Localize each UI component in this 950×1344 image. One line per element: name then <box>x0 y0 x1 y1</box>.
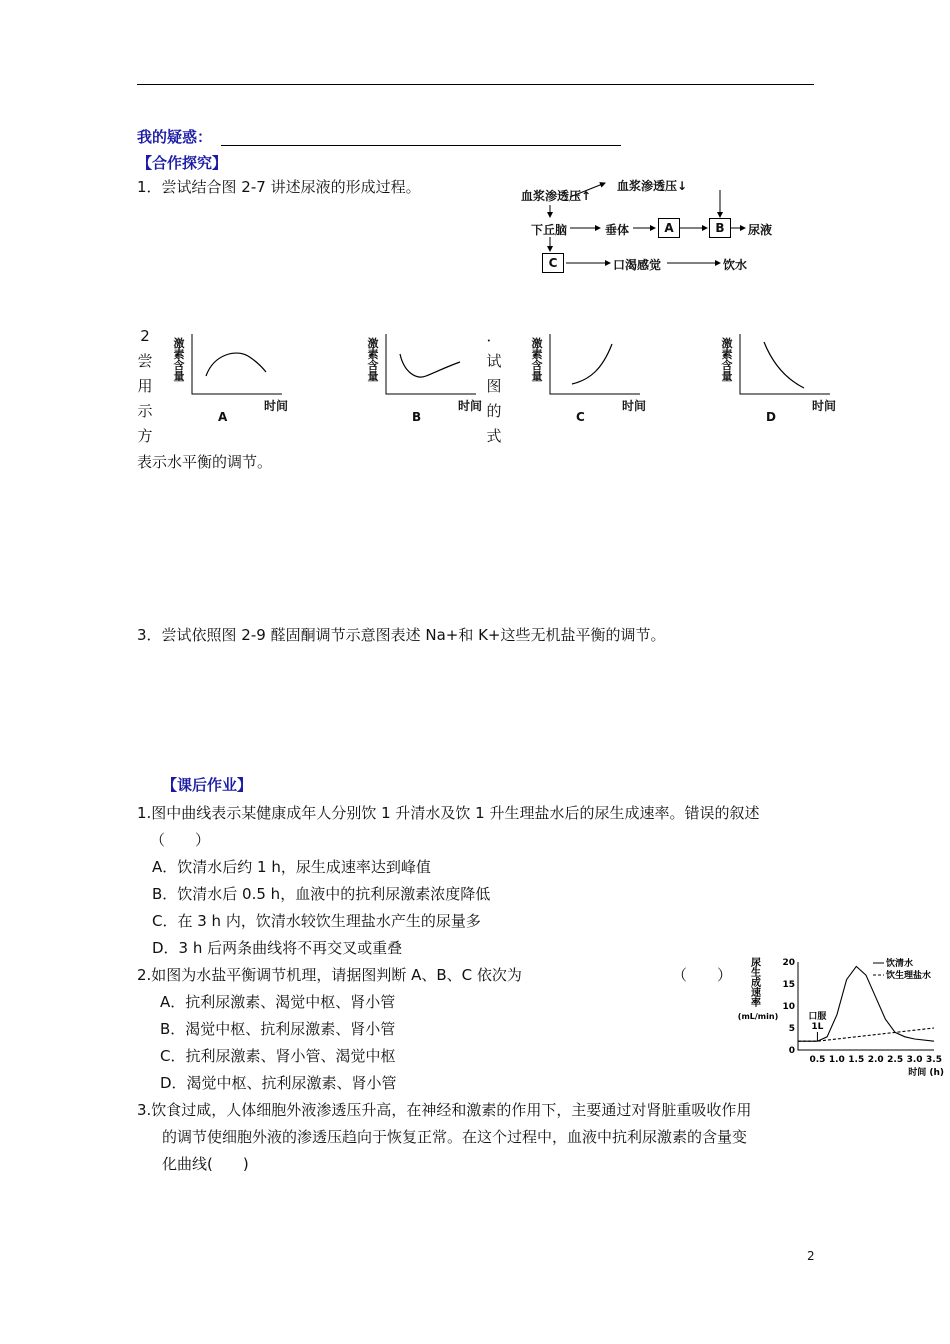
y-tick-label: 20 <box>782 958 795 968</box>
y-tick-label: 5 <box>788 1024 795 1034</box>
annotation-line-2: 1L <box>811 1022 824 1032</box>
hormone-chart-ylabel: 激素含量 <box>367 337 379 383</box>
thirst-label: 口渴感觉 <box>613 258 662 272</box>
hypothalamus-label: 下丘脑 <box>531 223 568 237</box>
q2-left-char-0: 2 <box>140 327 150 345</box>
hw-q1-option-a: A．饮清水后约 1 h，尿生成速率达到峰值 <box>152 858 431 876</box>
x-tick-label: 2.5 <box>887 1055 904 1065</box>
hw-q1-option-b: B．饮清水后 0.5 h，血液中的抗利尿激素浓度降低 <box>152 885 491 903</box>
x-tick-label: 3.5 <box>926 1055 942 1065</box>
doubt-label: 我的疑惑： <box>137 128 213 146</box>
hormone-chart-ylabel: 激素含量 <box>173 337 185 383</box>
box-c: C <box>542 253 564 273</box>
q2-right-char-1: 试 <box>486 352 502 370</box>
hormone-curve <box>400 354 460 377</box>
y-axis-label-char: 率 <box>751 998 761 1009</box>
x-tick-label: 2.0 <box>867 1055 884 1065</box>
hw-q2-option-d: D．渴觉中枢、抗利尿激素、肾小管 <box>160 1074 397 1092</box>
question-3: 3．尝试依照图 2-9 醛固酮调节示意图表述 Na+和 K+这些无机盐平衡的调节。 <box>137 626 666 644</box>
x-axis-label: 时间 (h) <box>908 1068 944 1078</box>
question-1: 1．尝试结合图 2-7 讲述尿液的形成过程。 <box>137 178 421 196</box>
y-tick-label: 15 <box>782 980 795 990</box>
hormone-chart-ylabel: 激素含量 <box>531 337 543 383</box>
x-tick-label: 0.5 <box>809 1055 826 1065</box>
hormone-chart-label: C <box>576 410 585 424</box>
hw-q2-line: 2.如图为水盐平衡调节机理，请据图判断 A、B、C 依次为 <box>137 966 522 984</box>
y-axis-label-char: 尿 <box>751 958 761 969</box>
urine-rate-chart <box>738 952 946 1080</box>
legend-label-0: 饮清水 <box>886 959 914 969</box>
hormone-chart-axes <box>386 334 476 394</box>
page-number: 2 <box>807 1249 815 1263</box>
hormone-chart-label: A <box>218 410 228 424</box>
urine-label: 尿液 <box>748 223 773 237</box>
hormone-chart-axes <box>550 334 640 394</box>
hormone-chart-xlabel: 时间 <box>812 399 837 413</box>
q2-right-char-4: 式 <box>486 427 502 445</box>
y-axis-unit: (mL/min) <box>738 1012 779 1021</box>
hormone-chart-xlabel: 时间 <box>458 399 483 413</box>
hw-q1-line1: 1.图中曲线表示某健康成年人分别饮 1 升清水及饮 1 升生理盐水后的尿生成速率。错误的叙述 <box>137 804 760 822</box>
q2-right-char-2: 图 <box>486 377 502 395</box>
hormone-chart-C <box>530 334 650 426</box>
y-axis-label-char: 速 <box>751 988 761 999</box>
hw-q1-option-d: D．3 h 后两条曲线将不再交叉或重叠 <box>152 939 403 957</box>
q2-right-char-0: ． <box>486 327 502 345</box>
q2-left-char-3: 示 <box>137 402 153 420</box>
hormone-chart-xlabel: 时间 <box>264 399 289 413</box>
header-rule <box>137 84 814 85</box>
hormone-chart-D <box>720 334 840 426</box>
hw-q3-line1: 3.饮食过咸，人体细胞外液渗透压升高，在神经和激素的作用下，主要通过对肾脏重吸收作用 <box>137 1101 752 1119</box>
q2-right-char-3: 的 <box>486 402 502 420</box>
q2-vertical-right <box>486 324 502 449</box>
hormone-curve <box>764 342 804 388</box>
flow-diagram <box>515 175 785 275</box>
hw-q1-option-c: C．在 3 h 内，饮清水较饮生理盐水产生的尿量多 <box>152 912 481 930</box>
x-tick-label: 3.0 <box>906 1055 923 1065</box>
hw-q1-line2: （ ） <box>150 831 211 849</box>
x-tick-label: 1.0 <box>828 1055 845 1065</box>
legend-label-1: 饮生理盐水 <box>886 971 932 981</box>
hormone-chart-label: B <box>412 410 422 424</box>
hormone-chart-B <box>366 334 486 426</box>
hormone-curve <box>572 344 612 384</box>
pituitary-label: 垂体 <box>605 223 630 237</box>
q2-vertical-left <box>137 324 153 449</box>
y-axis-label-char: 生 <box>751 968 761 979</box>
y-tick-label: 0 <box>788 1046 795 1056</box>
doubt-blank-line <box>221 145 621 146</box>
q2-left-char-2: 用 <box>137 377 153 395</box>
plasma-down-label: 血浆渗透压↓ <box>617 179 688 193</box>
hw-q2-option-a: A．抗利尿激素、渴觉中枢、肾小管 <box>160 993 396 1011</box>
hormone-curve <box>206 353 266 376</box>
q2-left-char-1: 尝 <box>137 352 153 370</box>
homework-title: 【课后作业】 <box>162 776 253 794</box>
y-axis-label-char: 成 <box>751 978 761 989</box>
hormone-chart-ylabel: 激素含量 <box>721 337 733 383</box>
hw-q2-paren: （ ） <box>672 966 733 984</box>
hormone-chart-xlabel: 时间 <box>622 399 647 413</box>
x-tick-label: 1.5 <box>848 1055 865 1065</box>
annotation-line-1: 口服 <box>808 1012 827 1022</box>
box-a: A <box>658 218 680 238</box>
hw-q3-line2: 的调节使细胞外液的渗透压趋向于恢复正常。在这个过程中，血液中抗利尿激素的含量变 <box>162 1128 748 1146</box>
plasma-up-label: 血浆渗透压↑ <box>521 189 592 203</box>
drink-label: 饮水 <box>723 258 748 272</box>
hw-q3-line3: 化曲线( ) <box>162 1155 249 1173</box>
hormone-chart-label: D <box>766 410 776 424</box>
hw-q2-option-b: B．渴觉中枢、抗利尿激素、肾小管 <box>160 1020 396 1038</box>
urine-rate-chart-svg <box>738 952 946 1080</box>
box-b: B <box>709 218 731 238</box>
q2-left-char-4: 方 <box>137 427 153 445</box>
hormone-chart-A <box>172 334 292 426</box>
hormone-chart-axes <box>740 334 830 394</box>
question-2-tail: 表示水平衡的调节。 <box>137 453 273 471</box>
hormone-chart-axes <box>192 334 282 394</box>
y-tick-label: 10 <box>782 1002 795 1012</box>
hw-q2-option-c: C．抗利尿激素、肾小管、渴觉中枢 <box>160 1047 396 1065</box>
coop-title: 【合作探究】 <box>137 154 228 172</box>
